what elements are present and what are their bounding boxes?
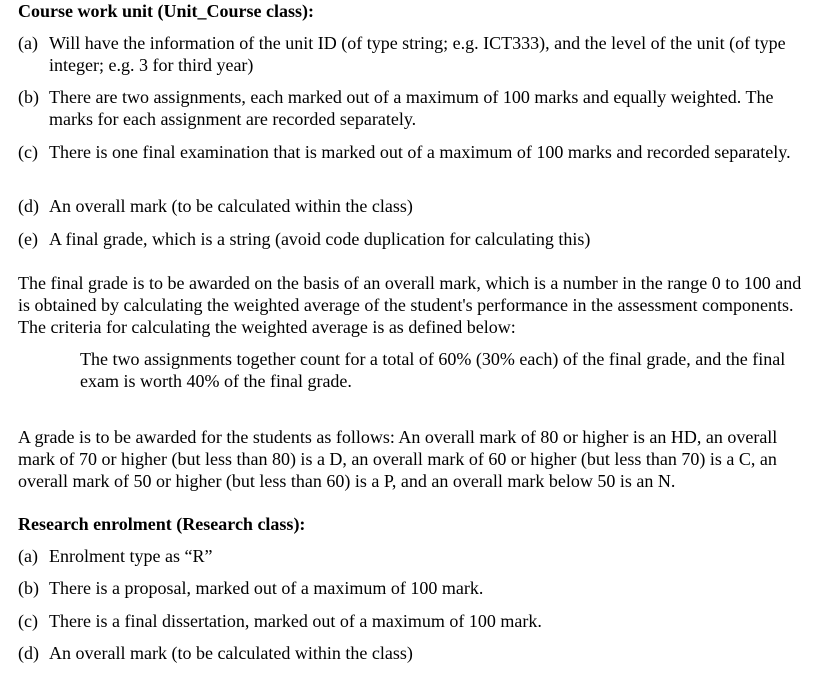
item-label: (a) [18,33,38,53]
item-text: Will have the information of the unit ID (of type string; e.g. ICT333), and the level of the unit (of type integer; e.g. 3 for third year) [49,33,786,75]
item-text: An overall mark (to be calculated within the class) [49,643,413,663]
item-text: There is a final dissertation, marked out of a maximum of 100 mark. [49,611,542,631]
item-label: (c) [18,142,38,162]
item-label: (c) [18,611,38,631]
weighting-paragraph: The two assignments together count for a total of 60% (30% each) of the final grade, and the final exam is worth 40% of the final grade. [80,349,786,391]
item-text: There are two assignments, each marked out of a maximum of 100 marks and equally weighted. The marks for each assignment are recorded separately. [49,87,774,129]
item-text: Enrolment type as “R” [49,546,213,566]
course-item-c [18,141,810,163]
course-item-a [18,32,810,76]
item-text: There is a proposal, marked out of a maximum of 100 mark. [49,578,484,598]
grading-paragraph: A grade is to be awarded for the students as follows: An overall mark of 80 or higher is an HD, an overall mark of 70 or higher (but less than 80) is a D, an overall mark of 60 or higher (but less than 70) is a C, an overall mark of 50 or higher (but less than 60) is a P, and an overall mark below 50 is an N. [18,427,778,491]
item-label: (e) [18,229,38,249]
item-label: (b) [18,578,39,598]
item-label: (d) [18,643,39,663]
course-work-unit-heading: Course work unit (Unit_Course class): [18,1,314,21]
course-item-d [18,195,810,217]
final-grade-paragraph: The final grade is to be awarded on the basis of an overall mark, which is a number in the range 0 to 100 and is obtained by calculating the weighted average of the student's performance in the assessment components. The criteria for calculating the weighted average is as defined below: [18,273,802,337]
item-text: There is one final examination that is marked out of a maximum of 100 marks and recorded separately. [49,142,791,162]
course-item-e [18,228,810,250]
item-label: (a) [18,546,38,566]
item-label: (d) [18,196,39,216]
research-item-b [18,577,810,599]
research-item-d [18,642,810,664]
item-text: An overall mark (to be calculated within the class) [49,196,413,216]
research-item-c [18,610,810,632]
research-item-a [18,545,810,567]
research-enrolment-heading: Research enrolment (Research class): [18,514,306,534]
item-label: (b) [18,87,39,107]
course-item-b [18,86,810,130]
item-text: A final grade, which is a string (avoid code duplication for calculating this) [49,229,591,249]
